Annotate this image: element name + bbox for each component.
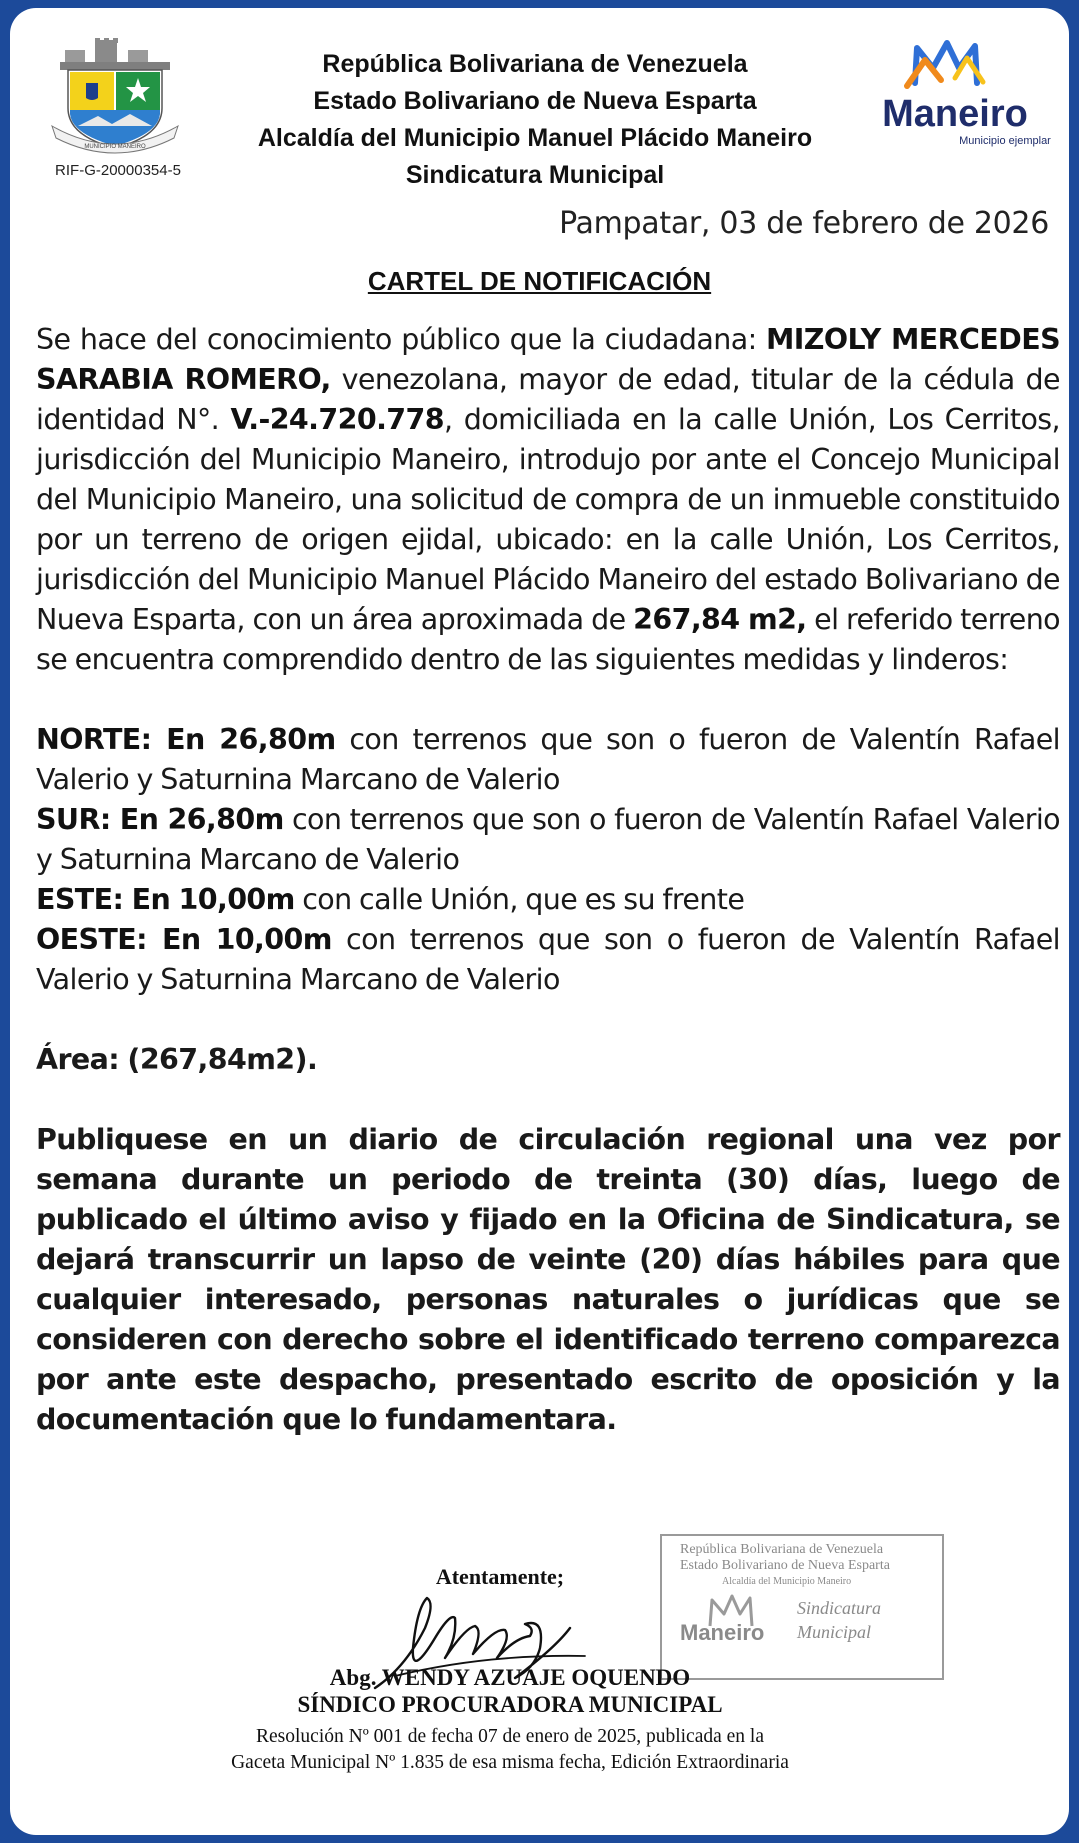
header-line-municipality: Alcaldía del Municipio Manuel Plácido Maneiro — [257, 124, 813, 152]
signer-title: SÍNDICO PROCURADORA MUNICIPAL — [297, 1692, 723, 1717]
maneiro-logo-icon — [855, 38, 1055, 153]
citizen-name: MIZOLY MERCEDES SARABIA ROMERO, — [36, 323, 1061, 396]
notice-text: venezolana, mayor de edad, titular de la cédula de identidad N°. — [36, 363, 1060, 436]
stamp-line: República Bolivariana de Venezuela — [680, 1542, 884, 1557]
header-line-republic: República Bolivariana de Venezuela — [322, 50, 748, 78]
notice-text: , domiciliada en la calle Unión, Los Cerritos, jurisdicción del Municipio Maneiro, introdujo por ante el Concejo Municipal del Municipio Maneiro, una solicitud de compra de un inmueble constituido por un terreno de origen ejidal, ubicado: en la calle Unión, Los Cerritos, jurisdicción del Municipio Manuel Plácido Maneiro del estado Bolivariano de Nueva Esparta, con un área aproximada de — [36, 403, 1060, 636]
id-number: V.-24.720.778 — [230, 403, 444, 436]
date-line: Pampatar, 03 de febrero de 2026 — [559, 206, 1049, 241]
notice-text: el referido terreno se encuentra comprendido dentro de las siguientes medidas y linderos: — [36, 603, 1060, 676]
boundaries-list — [36, 720, 1060, 1000]
institution-header — [215, 46, 855, 194]
stamp-line: Estado Bolivariano de Nueva Esparta — [680, 1558, 890, 1573]
rif-number: RIF-G-20000354-5 — [55, 162, 181, 179]
boundary-text: con calle Unión, que es su frente — [294, 883, 745, 916]
notice-paragraph — [36, 320, 1060, 680]
stamp-line: Alcaldía del Municipio Maneiro — [722, 1576, 852, 1587]
resolution-line: Gaceta Municipal Nº 1.835 de esa misma fecha, Edición Extraordinaria — [231, 1752, 789, 1773]
notice-card — [10, 8, 1069, 1835]
boundary-label: SUR: En 26,80m — [36, 803, 284, 836]
stamp-logo-text: Maneiro — [680, 1620, 765, 1645]
boundary-label: ESTE: En 10,00m — [36, 883, 295, 916]
signer-name: Abg. WENDY AZUAJE OQUENDO — [329, 1665, 691, 1690]
crest-ribbon-text: MUNICIPIO MANEIRO — [84, 144, 146, 150]
boundary-south — [36, 800, 1060, 880]
brand-name: Maneiro — [882, 93, 1028, 135]
publication-instructions: Publiquese en un diario de circulación regional una vez por semana durante un periodo de treinta (30) días, luego de publicado el último aviso y fijado en la Oficina de Sindicatura, se dejará transcurrir un lapso de veinte (20) días hábiles para que cualquier interesado, personas naturales o jurídicas que se consideren con derecho sobre el identificado terreno comparezca por ante este despacho, presentado escrito de oposición y la documentación que lo fundamentara. — [36, 1123, 1060, 1436]
boundary-east — [36, 880, 1060, 920]
boundary-label: NORTE: En 26,80m — [36, 723, 336, 756]
boundary-text: con terrenos que son o fueron de Valentín Rafael Valerio y Saturnina Marcano de Valerio — [36, 723, 1060, 796]
brand-tagline: Municipio ejemplar — [959, 135, 1051, 147]
boundary-label: OESTE: En 10,00m — [36, 923, 332, 956]
document-title: CARTEL DE NOTIFICACIÓN — [367, 266, 712, 296]
stamp-line: Municipal — [797, 1622, 871, 1642]
notice-text: Se hace del conocimiento público que la ciudadana: — [36, 323, 767, 356]
signer-block — [10, 1664, 1010, 1718]
header-line-state: Estado Bolivariano de Nueva Esparta — [313, 87, 757, 115]
boundary-north — [36, 720, 1060, 800]
regards-line: Atentamente; — [435, 1564, 565, 1589]
resolution-note — [10, 1724, 1010, 1776]
stamp-line: Sindicatura — [797, 1598, 881, 1618]
boundary-text: con terrenos que son o fueron de Valentín Rafael Valerio y Saturnina Marcano de Valerio — [36, 923, 1060, 996]
boundary-west — [36, 920, 1060, 1000]
header-line-office: Sindicatura Municipal — [405, 161, 665, 189]
resolution-line: Resolución Nº 001 de fecha 07 de enero de 2025, publicada en la — [256, 1726, 764, 1747]
notice-body — [36, 320, 1060, 1440]
boundary-text: con terrenos que son o fueron de Valentín Rafael Valerio y Saturnina Marcano de Valerio — [36, 803, 1060, 876]
municipal-crest-icon — [50, 38, 180, 158]
area-approx: 267,84 m2, — [633, 603, 807, 636]
area-line: Área: (267,84m2). — [36, 1043, 318, 1076]
official-stamp — [660, 1534, 944, 1680]
